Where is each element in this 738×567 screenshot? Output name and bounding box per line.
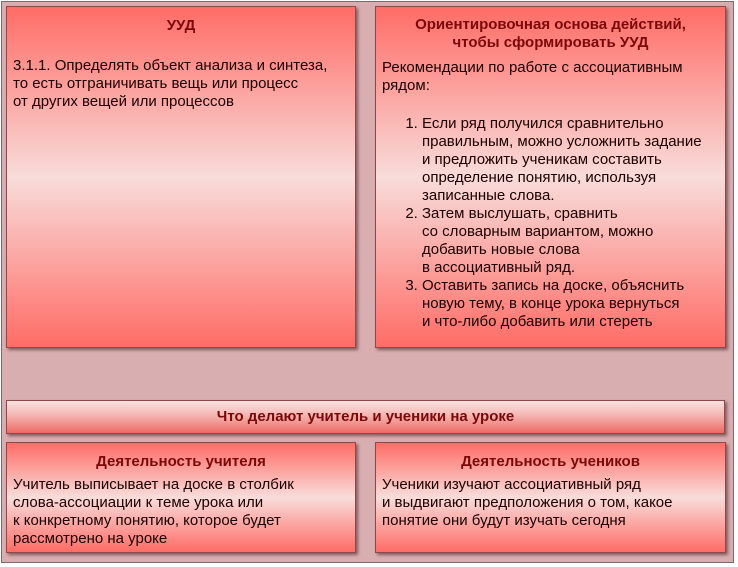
uud-text (13, 57, 349, 111)
students-line: и выдвигают предположения о том, какое (382, 494, 673, 511)
teacher-activity-text (13, 476, 349, 548)
students-activity-text (382, 476, 719, 530)
students-line: понятие они будут изучать сегодня (382, 512, 626, 529)
uud-line: 3.1.1. Определять объект анализа и синтеза, (13, 57, 328, 74)
list-item (422, 205, 719, 277)
list-item-line: и что-либо добавить или стереть (422, 313, 653, 330)
action-basis-panel (375, 6, 726, 348)
teacher-line: к конкретному понятию, которое будет (13, 512, 281, 529)
students-activity-panel (375, 442, 726, 553)
list-item-line: правильным, можно усложнить задание (422, 133, 702, 150)
list-item-line: записанные слова. (422, 187, 555, 204)
lesson-activity-title: Что делают учитель и ученики на уроке (216, 408, 515, 425)
list-item (422, 115, 719, 205)
list-item (422, 277, 719, 331)
list-item-line: со словарным вариантом, можно (422, 223, 654, 240)
list-item-line: в ассоциативный ряд. (422, 259, 576, 276)
teacher-line: слова-ассоциации к теме урока или (13, 494, 264, 511)
recommendations-list (382, 115, 719, 331)
list-item-line: 3. Оставить запись на доске, объяснить (422, 277, 685, 294)
teacher-line: рассмотрено на уроке (13, 530, 168, 547)
students-line: Ученики изучают ассоциативный ряд (382, 476, 641, 493)
list-item-line: определение понятию, используя (422, 169, 657, 186)
list-item-line: и предложить ученикам составить (422, 151, 662, 168)
students-activity-title: Деятельность учеников (461, 453, 640, 470)
uud-panel (6, 6, 356, 348)
action-basis-title (382, 16, 719, 52)
list-item-line: добавить новые слова (422, 241, 580, 258)
teacher-activity-title: Деятельность учителя (96, 453, 266, 470)
list-item-line: 2. Затем выслушать, сравнить (422, 205, 618, 222)
list-item-line: новую тему, в конце урока вернуться (422, 295, 680, 312)
lesson-activity-header (6, 400, 725, 434)
intro-line: Рекомендации по работе с ассоциативным (382, 59, 683, 76)
teacher-activity-panel (6, 442, 356, 553)
teacher-line: Учитель выписывает на доске в столбик (13, 476, 294, 493)
uud-line: от других вещей или процессов (13, 93, 234, 110)
action-basis-title-line: чтобы сформировать УУД (452, 34, 649, 51)
action-basis-intro (382, 59, 719, 95)
uud-line: то есть отграничивать вещь или процесс (13, 75, 299, 92)
intro-line: рядом: (382, 77, 430, 94)
list-item-line: 1. Если ряд получился сравнительно (422, 115, 664, 132)
uud-title: УУД (166, 17, 196, 34)
action-basis-title-line: Ориентировочная основа действий, (415, 16, 686, 33)
